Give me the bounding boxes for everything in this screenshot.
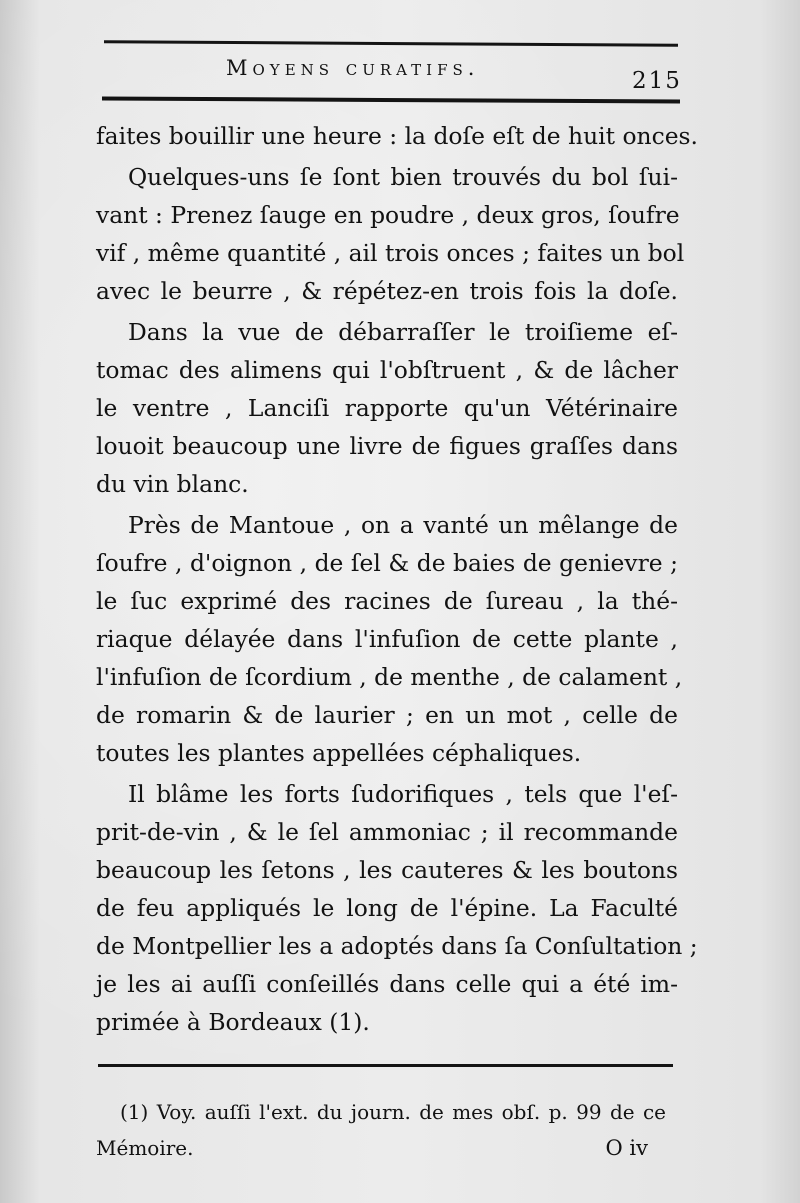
text-line: Dans la vue de débarraſſer le troiſieme eſ- (128, 318, 678, 346)
text-line: l'infuſion de ſcordium , de menthe , de calament , (96, 663, 683, 691)
footnote-line: (1) Voy. auſſi l'ext. du journ. de mes obſ. p. 99 de ce (120, 1100, 666, 1124)
text-line: Quelques-uns ſe ſont bien trouvés du bol ſui- (128, 163, 678, 191)
text-line: primée à Bordeaux (1). (96, 1008, 370, 1036)
text-line: faites bouillir une heure : la doſe eſt de huit onces. (96, 122, 698, 150)
text-line: le ſuc exprimé des racines de ſureau , la thé- (96, 587, 678, 615)
header-rule (102, 96, 680, 103)
text-line: du vin blanc. (96, 470, 249, 498)
footnote (96, 1094, 666, 1166)
text-line: Près de Mantoue , on a vanté un mêlange de (128, 511, 678, 539)
text-line: de romarin & de laurier ; en un mot , celle de (96, 701, 678, 729)
text-line: le ventre , Lanciſi rapporte qu'un Vétérinaire (96, 394, 678, 422)
text-line: prit-de-vin , & le ſel ammoniac ; il recommande (96, 818, 678, 846)
top-rule (104, 40, 678, 47)
text-line: louoit beaucoup une livre de figues graſſes dans (96, 432, 678, 460)
text-line: ſoufre , d'oignon , de ſel & de baies de genievre ; (96, 549, 678, 577)
running-head: Moyens curatifs. (226, 56, 480, 80)
text-line: tomac des alimens qui l'obſtruent , & de lâcher (96, 356, 678, 384)
text-line: de Montpellier les a adoptés dans ſa Conſultation ; (96, 932, 698, 960)
footnote-line-2 (96, 1130, 666, 1166)
text-line: je les ai auſſi conſeillés dans celle qui a été im- (96, 970, 678, 998)
footnote-rule (98, 1064, 673, 1067)
body-text (96, 117, 698, 1041)
text-line: Il blâme les forts ſudorifiques , tels que l'eſ- (128, 780, 678, 808)
footnote-line: Mémoire. (96, 1136, 194, 1160)
text-line: vif , même quantité , ail trois onces ; faites un bol (96, 239, 685, 267)
text-line: toutes les plantes appellées céphaliques. (96, 739, 582, 767)
text-line: avec le beurre , & répétez-en trois fois la doſe. (96, 277, 678, 305)
text-line: de feu appliqués le long de l'épine. La Faculté (96, 894, 678, 922)
text-line: beaucoup les ſetons , les cauteres & les boutons (96, 856, 678, 884)
page-number: 215 (632, 68, 682, 94)
text-line: riaque délayée dans l'infuſion de cette plante , (96, 625, 678, 653)
signature-mark: O iv (605, 1136, 648, 1160)
text-line: vant : Prenez ſauge en poudre , deux gros, ſoufre (96, 201, 680, 229)
